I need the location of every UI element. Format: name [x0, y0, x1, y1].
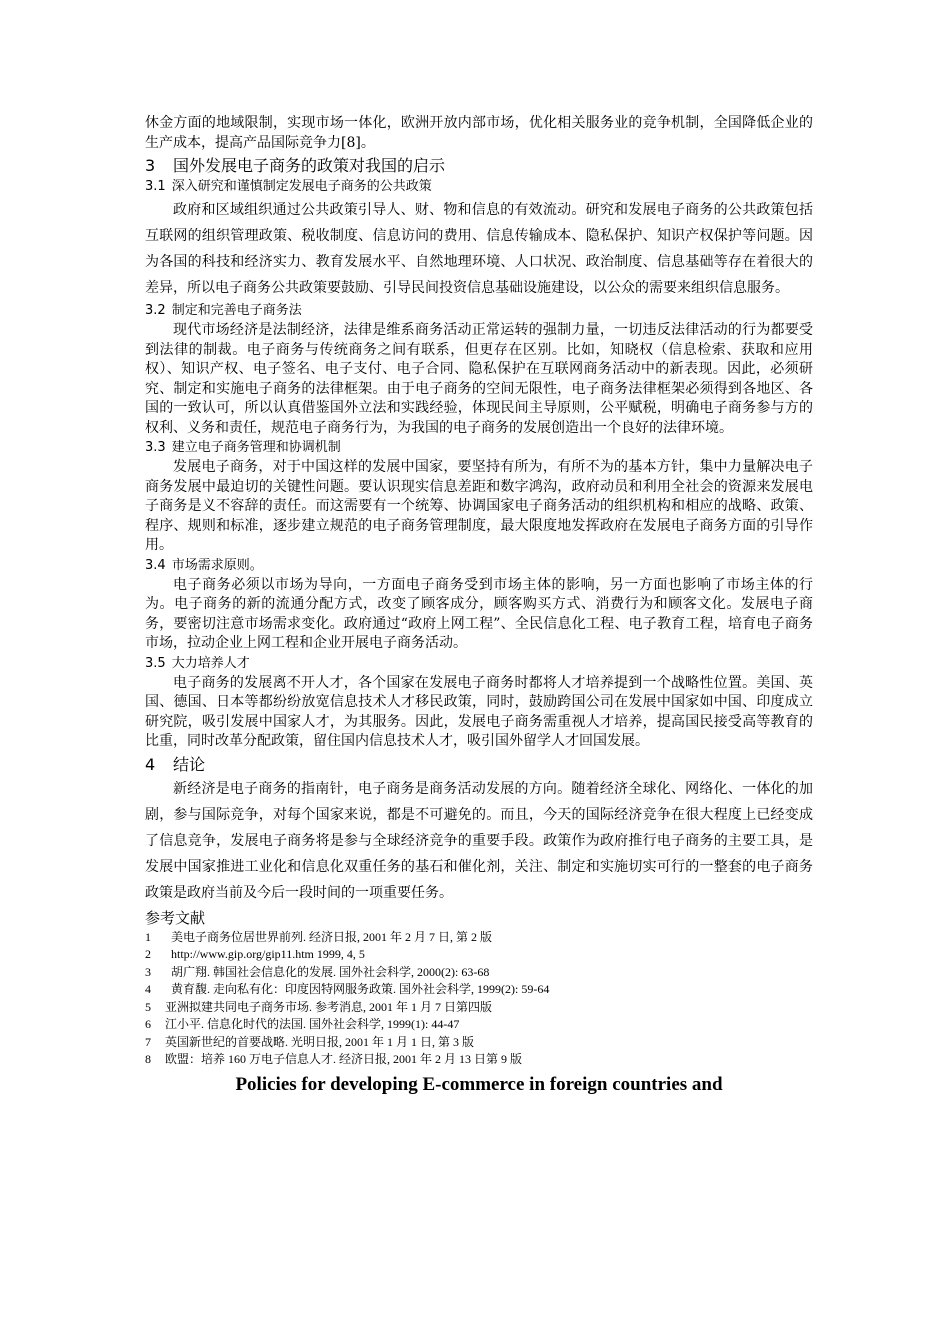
- paper-page: [145, 114, 813, 1097]
- reference-text: 胡广翔. 韩国社会信息化的发展. 国外社会科学, 2000(2): 63-68: [171, 964, 490, 979]
- section-3-5-title: 大力培养人才: [171, 655, 250, 671]
- reference-item: [145, 929, 813, 947]
- reference-item: [145, 1016, 813, 1034]
- reference-number: 1: [145, 929, 151, 944]
- section-3-2-heading: [145, 301, 813, 321]
- section-3-4-text: 电子商务必须以市场为导向，一方面电子商务受到市场主体的影响，另一方面也影响了市场主体的行为。电子商务的新的流通分配方式，改变了顾客成分，顾客购买方式、消费行为和顾客文化。发展电子商务，要密切注意市场需求变化。政府通过“政府上网工程”、全民信息化工程、电子教育工程，培育电子商务市场，拉动企业上网工程和企业开展电子商务活动。: [145, 576, 813, 651]
- section-3-4-number: 3.4: [145, 557, 166, 573]
- reference-item: [145, 1034, 813, 1052]
- intro-paragraph: 休金方面的地域限制，实现市场一体化，欧洲开放内部市场，优化相关服务业的竞争机制，全国降低企业的生产成本，提高产品国际竞争力[8]。: [145, 115, 813, 151]
- section-3-heading: [145, 155, 813, 177]
- section-4-text: 新经济是电子商务的指南针，电子商务是商务活动发展的方向。随着经济全球化、网络化、一体化的加剧，参与国际竞争，对每个国家来说，都是不可避免的。而且，今天的国际经济竞争在很大程度上已经变成了信息竞争，发展电子商务将是参与全球经济竞争的重要手段。政策作为政府推行电子商务的主要工具，是发展中国家推进工业化和信息化双重任务的基石和催化剂，关注、制定和实施切实可行的一整套的电子商务政策是政府当前及今后一段时间的一项重要任务。: [145, 780, 813, 901]
- reference-text: 美电子商务位居世界前列. 经济日报, 2001 年 2 月 7 日, 第 2 版: [171, 929, 493, 944]
- section-4-number: 4: [145, 754, 156, 774]
- reference-number: 2: [145, 947, 151, 961]
- section-3-number: 3: [145, 156, 156, 175]
- reference-text: 亚洲拟建共同电子商务市场. 参考消息, 2001 年 1 月 7 日第四版: [165, 999, 493, 1014]
- section-3-5-number: 3.5: [145, 655, 166, 671]
- section-3-4-title: 市场需求原则。: [171, 557, 263, 573]
- section-3-4-heading: [145, 556, 813, 576]
- reference-text: http://www.gip.org/gip11.htm 1999, 4, 5: [171, 947, 365, 961]
- references-list: [145, 929, 813, 1069]
- reference-text: 英国新世纪的首要战略. 光明日报, 2001 年 1 月 1 日, 第 3 版: [165, 1034, 475, 1049]
- section-3-title: 国外发展电子商务的政策对我国的启示: [173, 156, 446, 175]
- section-3-1-heading: [145, 177, 813, 197]
- reference-item: [145, 1051, 813, 1069]
- reference-item: [145, 946, 813, 964]
- reference-item: [145, 999, 813, 1017]
- section-3-3-number: 3.3: [145, 440, 166, 455]
- section-4-title: 结论: [173, 754, 206, 774]
- reference-number: 7: [145, 1034, 151, 1049]
- section-3-5-heading: [145, 654, 813, 674]
- references-heading: 参考文献: [145, 908, 206, 927]
- section-3-3-title: 建立电子商务管理和协调机制: [171, 440, 341, 455]
- reference-text: 江小平. 信息化时代的法国. 国外社会科学, 1999(1): 44-47: [165, 1017, 460, 1031]
- reference-item: [145, 981, 813, 999]
- english-title: Policies for developing E-commerce in foreign countries and: [235, 1073, 723, 1095]
- section-3-1-title: 深入研究和谨慎制定发展电子商务的公共政策: [171, 179, 432, 194]
- reference-number: 8: [145, 1052, 151, 1066]
- section-3-2-number: 3.2: [145, 303, 166, 318]
- section-3-5-text: 电子商务的发展离不开人才，各个国家在发展电子商务时都将人才培养提到一个战略性位置。美国、英国、德国、日本等都纷纷放宽信息技术人才移民政策，同时，鼓励跨国公司在发展中国家如中国、印度成立研究院，吸引发展中国家人才，为其服务。因此，发展电子商务需重视人才培养，提高国民接受高等教育的比重，同时改革分配政策，留住国内信息技术人才，吸引国外留学人才回国发展。: [145, 674, 813, 749]
- section-3-3-text: 发展电子商务，对于中国这样的发展中国家，要坚持有所为，有所不为的基本方针，集中力量解决电子商务发展中最迫切的关键性问题。要认识现实信息差距和数字鸿沟，政府动员和利用全社会的资源来发展电子商务是义不容辞的责任。而这需要有一个统筹、协调国家电子商务活动的组织机构和相应的战略、政策、程序、规则和标准，逐步建立规范的电子商务管理制度，最大限度地发挥政府在发展电子商务方面的引导作用。: [145, 459, 813, 553]
- section-3-3-heading: [145, 438, 813, 458]
- section-4-heading: [145, 754, 813, 776]
- section-3-2-text: 现代市场经济是法制经济，法律是维系商务活动正常运转的强制力量，一切违反法律活动的行为都要受到法律的制裁。电子商务与传统商务之间有联系，但更存在区别。比如，知晓权（信息检索、获取和应用权）、知识产权、电子签名、电子支付、电子合同、隐私保护在互联网商务活动中的新表现。因此，必须研究、制定和实施电子商务的法律框架。由于电子商务的空间无限性，电子商务法律框架必须得到各地区、各国的一致认可，所以认真借鉴国外立法和实践经验，体现民间主导原则，公平赋税，明确电子商务参与方的权利、义务和责任，规范电子商务行为，为我国的电子商务的发展创造出一个良好的法律环境。: [145, 322, 813, 436]
- reference-number: 4: [145, 982, 151, 996]
- section-3-1-text: 政府和区域组织通过公共政策引导人、财、物和信息的有效流动。研究和发展电子商务的公共政策包括互联网的组织管理政策、税收制度、信息访问的费用、信息传输成本、隐私保护、知识产权保护等问题。因为各国的科技和经济实力、教育发展水平、自然地理环境、人口状况、政治制度、信息基础等存在着很大的差异，所以电子商务公共政策要鼓励、引导民间投资信息基础设施建设，以公众的需要来组织信息服务。: [145, 202, 813, 296]
- section-3-2-title: 制定和完善电子商务法: [171, 303, 302, 318]
- reference-text: 黄育馥. 走向私有化：印度因特网服务政策. 国外社会科学, 1999(2): 59-64: [171, 982, 550, 996]
- reference-item: [145, 964, 813, 982]
- reference-text: 欧盟：培养 160 万电子信息人才. 经济日报, 2001 年 2 月 13 日第 9 版: [165, 1052, 523, 1066]
- reference-number: 3: [145, 964, 151, 979]
- section-3-1-number: 3.1: [145, 179, 166, 194]
- reference-number: 6: [145, 1017, 151, 1031]
- reference-number: 5: [145, 999, 151, 1014]
